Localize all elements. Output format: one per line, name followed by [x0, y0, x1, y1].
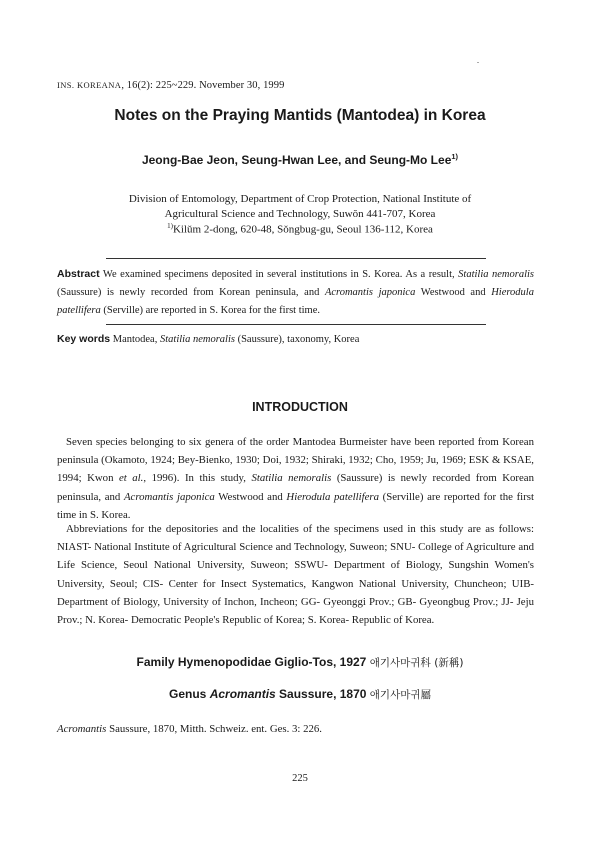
affiliation-line-3-text: Kilŭm 2-dong, 620-48, Sŏngbug-gu, Seoul 136-112, Korea: [172, 223, 433, 236]
citation-text: Saussure, 1870, Mitth. Schweiz. ent. Ges. 3: 226.: [106, 723, 323, 735]
et-al: et al.: [118, 472, 144, 485]
genus-korean-name: 애기사마귀屬: [369, 689, 431, 701]
family-korean-name: 애기사마귀科 (新稱): [369, 657, 464, 669]
keywords-text: Mantodea,: [110, 334, 160, 345]
species-name: Statilia nemoralis: [458, 269, 534, 280]
page-number: 225: [292, 773, 308, 784]
corner-mark: .: [477, 56, 479, 65]
keywords-text: (Saussure), taxonomy, Korea: [234, 334, 360, 345]
paper-title: Notes on the Praying Mantids (Mantodea) in Korea: [114, 107, 486, 124]
abstract-top-rule: [106, 258, 486, 259]
intro-paragraph-2: Abbreviations for the depositories and the localities of the specimens used in this study are as follows: NIAST- National Institute of Agricultural Science and Technology, Suweon; SNU- College of Agriculture and Life Science, Seoul National University, Suweon; SSWU- Department of Biology, Sungshin Women's University, Seoul; CIS- Center for Insect Systematics, Kangwon National University, Chuncheon; UIB- Department of Biology, University of Inchon, Incheon; GG- Gyeonggi Prov.; GB- Gyeongbug Prov.; JJ- Jeju Prov.; N. Korea- Democratic People's Republic of Korea; S. Korea- Republic of Korea.: [57, 523, 534, 627]
paragraph-text: (Saussure) is newly recorded from Korean peninsula, and: [57, 472, 534, 503]
genus-heading: [0, 687, 600, 702]
family-heading: [0, 655, 600, 670]
author-3: Seung-Mo Lee: [369, 153, 452, 167]
species-name: Acromantis japonica: [123, 490, 215, 503]
paragraph-text: Westwood and: [214, 490, 287, 503]
abstract-bottom-rule: [106, 324, 486, 325]
species-name: Hierodula patellifera: [286, 490, 380, 503]
species-name: Hierodula patellifera: [57, 287, 534, 316]
author-separator: ,: [234, 153, 242, 167]
abstract-text: We examined specimens deposited in several institutions in S. Korea. As a result,: [99, 269, 459, 280]
affiliation-line-3-mark: 1): [167, 222, 173, 230]
genus-prefix: Genus: [169, 687, 210, 701]
genus-authority: Saussure, 1870: [275, 687, 370, 701]
species-name: Acromantis japonica: [324, 287, 416, 298]
intro-paragraph-1: [57, 433, 534, 524]
genus-name: Acromantis: [209, 687, 276, 701]
issue-info: , 16(2): 225~229. November 30, 1999: [121, 80, 285, 91]
species-name: Statilia nemoralis: [159, 334, 235, 345]
abstract-text: (Serville) are reported in S. Korea for the first time.: [100, 305, 321, 316]
affiliation-mark: 1): [451, 152, 459, 161]
author-separator: , and: [338, 153, 370, 167]
abstract-text: (Saussure) is newly recorded from Korean peninsula, and: [57, 287, 325, 298]
keywords-label: Key words: [57, 333, 111, 345]
affiliation-line-1: Division of Entomology, Department of Crop Protection, National Institute of: [128, 193, 472, 205]
keywords: [57, 333, 537, 345]
author-1: Jeong-Bae Jeon: [141, 153, 235, 167]
abstract-label: Abstract: [57, 268, 100, 280]
affiliation-line-2: Agricultural Science and Technology, Suwŏn 441-707, Korea: [164, 208, 436, 220]
paragraph-text: Seven species belonging to six genera of the order Mantodea Burmeister have been reported from Korean peninsula (Okamoto, 1924; Bey-Bienko, 1930; Doi, 1932; Shiraki, 1932; Cho, 1959; Ju, 1969; ESK & KSAE, 1994; Kwon: [57, 436, 534, 485]
author-2: Seung-Hwan Lee: [241, 153, 339, 167]
affiliation-line-3: [0, 222, 600, 236]
genus-citation: [57, 723, 322, 735]
citation-genus: Acromantis: [57, 723, 107, 735]
running-head: [57, 80, 284, 91]
family-name: Family Hymenopodidae Giglio-Tos, 1927: [136, 655, 370, 669]
author-list: [0, 152, 600, 167]
abstract: [57, 265, 534, 320]
species-name: Statilia nemoralis: [251, 472, 332, 485]
abstract-text: Westwood and: [415, 287, 492, 298]
section-heading: INTRODUCTION: [252, 400, 348, 414]
paragraph-text: , 1996). In this study,: [143, 472, 252, 485]
journal-name: INS. KOREANA: [57, 80, 122, 90]
paragraph-text: (Serville) are reported for the first time in S. Korea.: [57, 490, 534, 521]
